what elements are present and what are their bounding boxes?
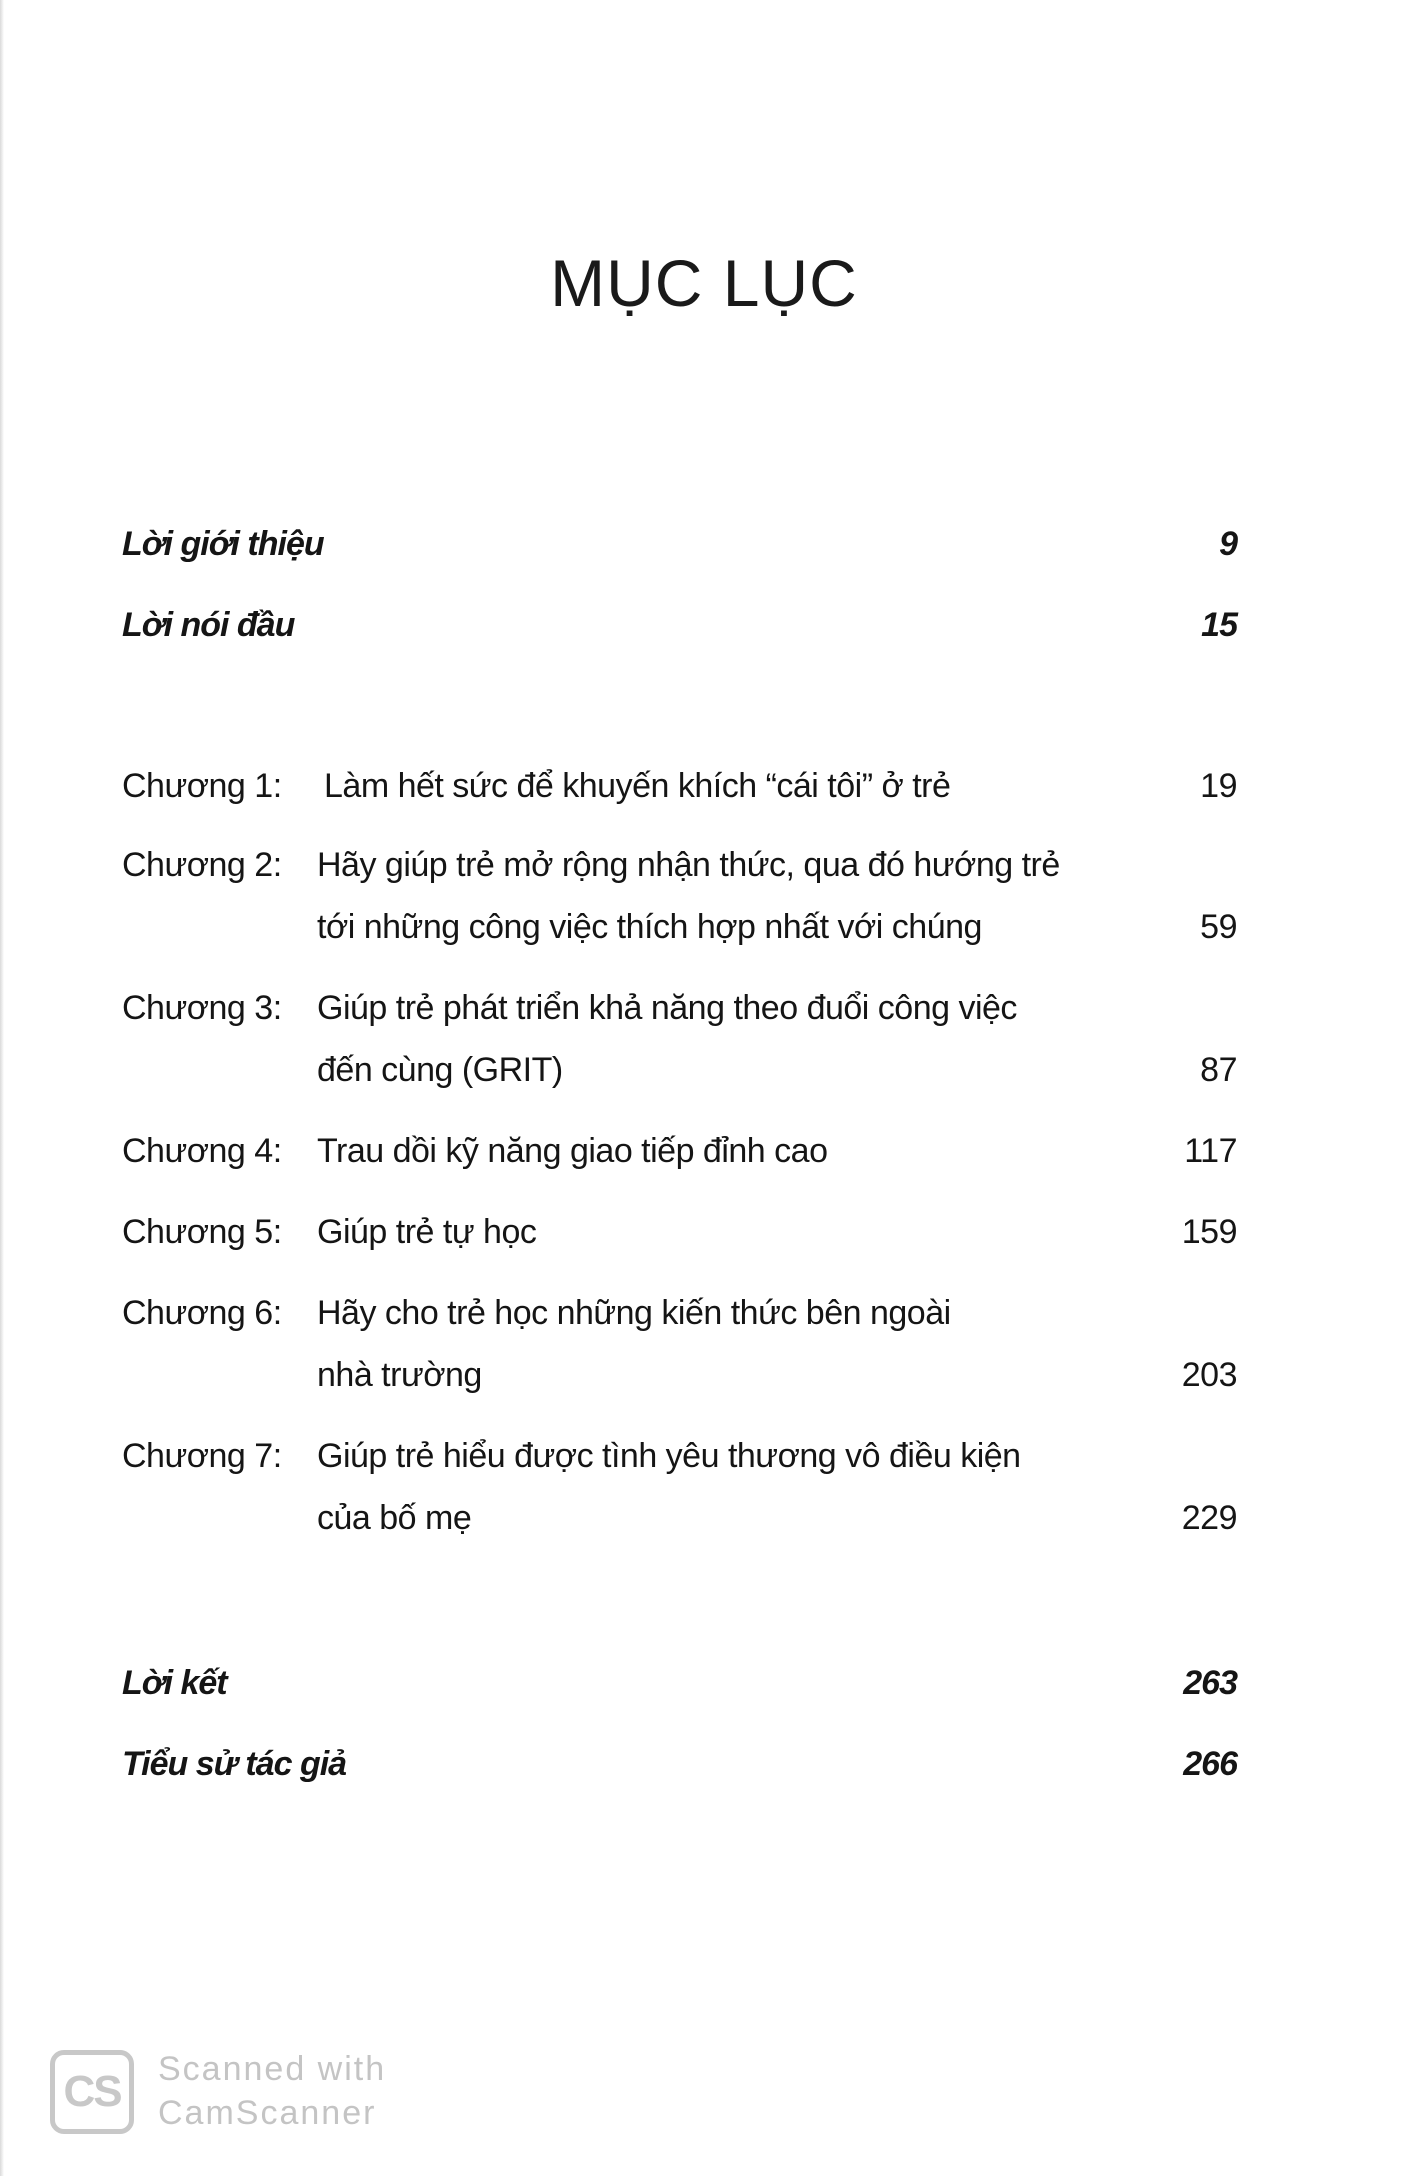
toc-entry-page: 15 xyxy=(1201,606,1237,644)
chapter-title-line: Giúp trẻ phát triển khả năng theo đuổi công việc xyxy=(317,989,1017,1027)
chapter-title-line: nhà trường xyxy=(317,1356,482,1394)
chapter-page: 19 xyxy=(1200,767,1237,805)
toc-chapter-4 xyxy=(122,1121,1237,1181)
toc-chapter-2 xyxy=(122,835,1237,959)
toc-entry-title: Tiểu sử tác giả xyxy=(122,1745,347,1783)
watermark-line-2: CamScanner xyxy=(158,2094,377,2132)
toc-entry-front-1 xyxy=(122,514,1237,574)
toc-entry-page: 9 xyxy=(1219,525,1237,563)
chapter-label: Chương 7: xyxy=(122,1437,282,1475)
toc-chapter-1 xyxy=(122,756,1237,816)
chapter-title-line: Hãy giúp trẻ mở rộng nhận thức, qua đó hướng trẻ xyxy=(317,846,1060,884)
toc-entry-back-1 xyxy=(122,1653,1237,1713)
chapter-label: Chương 4: xyxy=(122,1132,282,1170)
toc-entry-page: 263 xyxy=(1183,1664,1237,1702)
chapter-title-line: tới những công việc thích hợp nhất với chúng xyxy=(317,908,982,946)
toc-chapter-6 xyxy=(122,1283,1237,1407)
chapter-title-line: Trau dồi kỹ năng giao tiếp đỉnh cao xyxy=(317,1132,828,1170)
page-title: MỤC LỤC xyxy=(550,246,858,320)
toc-chapter-3 xyxy=(122,978,1237,1102)
toc-entry-back-2 xyxy=(122,1734,1237,1794)
chapter-page: 87 xyxy=(1200,1051,1237,1089)
toc-entry-front-2 xyxy=(122,595,1237,655)
chapter-label: Chương 5: xyxy=(122,1213,282,1251)
chapter-label: Chương 3: xyxy=(122,989,282,1027)
camscanner-watermark xyxy=(50,2050,450,2150)
chapter-label: Chương 1: xyxy=(122,767,282,805)
toc-entry-title: Lời kết xyxy=(122,1664,227,1702)
chapter-page: 229 xyxy=(1181,1499,1237,1537)
page-edge-shadow xyxy=(0,0,4,2176)
toc-entry-title: Lời giới thiệu xyxy=(122,525,324,563)
chapter-page: 203 xyxy=(1181,1356,1237,1394)
chapter-title-line: đến cùng (GRIT) xyxy=(317,1051,563,1089)
chapter-title-line: Giúp trẻ hiểu được tình yêu thương vô điều kiện xyxy=(317,1437,1021,1475)
toc-entry-title: Lời nói đầu xyxy=(122,606,295,644)
chapter-page: 59 xyxy=(1200,908,1237,946)
chapter-title-line: Hãy cho trẻ học những kiến thức bên ngoài xyxy=(317,1294,951,1332)
chapter-page: 159 xyxy=(1181,1213,1237,1251)
chapter-label: Chương 2: xyxy=(122,846,282,884)
watermark-line-1: Scanned with xyxy=(158,2050,387,2088)
chapter-title-line: Giúp trẻ tự học xyxy=(317,1213,537,1251)
chapter-label: Chương 6: xyxy=(122,1294,282,1332)
chapter-title-line: của bố mẹ xyxy=(317,1499,472,1537)
toc-chapter-5 xyxy=(122,1202,1237,1262)
toc-chapter-7 xyxy=(122,1426,1237,1550)
chapter-title-line: Làm hết sức để khuyến khích “cái tôi” ở trẻ xyxy=(324,767,951,805)
toc-entry-page: 266 xyxy=(1183,1745,1237,1783)
camscanner-logo-icon: CS xyxy=(50,2050,134,2134)
chapter-page: 117 xyxy=(1184,1132,1237,1170)
